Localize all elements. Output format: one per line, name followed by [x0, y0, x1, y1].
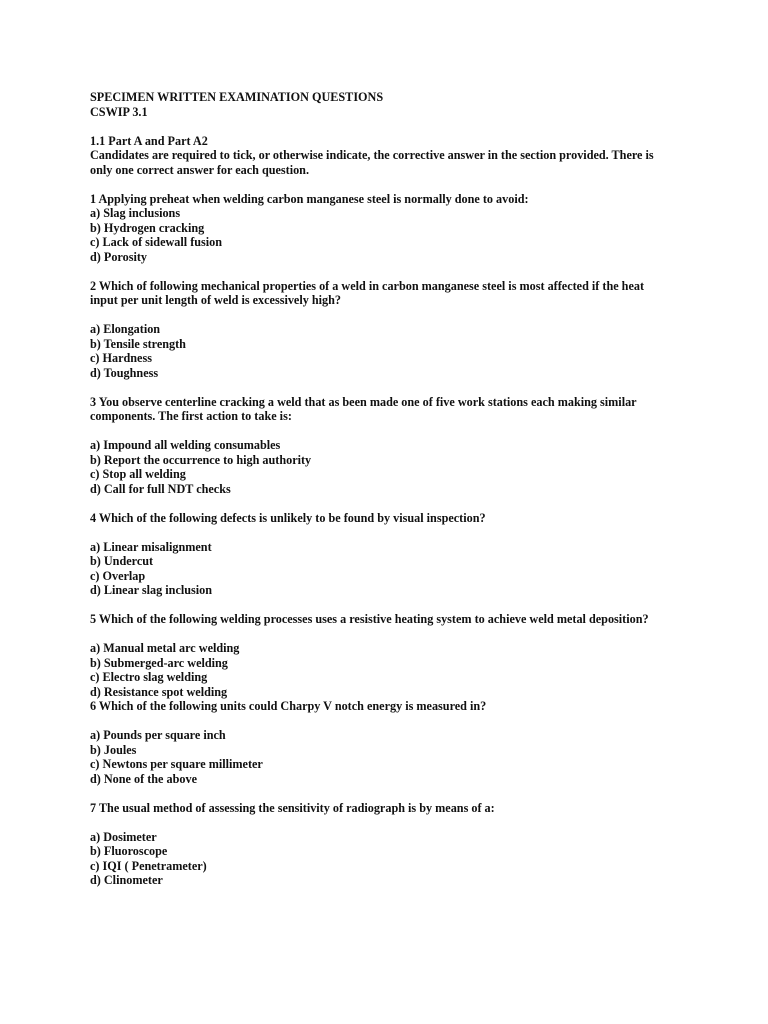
spacer: [90, 264, 690, 279]
spacer: [90, 177, 690, 192]
question-5: [90, 612, 690, 699]
answer-option[interactable]: d) Porosity: [90, 249, 147, 264]
answer-option[interactable]: a) Elongation: [90, 322, 161, 336]
question-3: [90, 395, 690, 497]
answer-options: [90, 728, 690, 786]
answer-option[interactable]: d) None of the above: [90, 771, 197, 786]
question-text: 3 You observe centerline cracking a weld that as been made one of five work stations each making similar: [90, 394, 637, 409]
spacer: [90, 786, 690, 801]
answer-option[interactable]: c) Electro slag welding: [90, 670, 208, 684]
answer-option[interactable]: b) Report the occurrence to high authority: [90, 452, 312, 467]
question-1: [90, 192, 690, 265]
question-text: 1 Applying preheat when welding carbon manganese steel is normally done to avoid:: [90, 191, 529, 206]
spacer: [90, 424, 690, 439]
answer-options: [90, 206, 690, 264]
spacer: [90, 714, 690, 729]
answer-option[interactable]: d) Clinometer: [90, 873, 163, 887]
answer-options: [90, 641, 690, 699]
answer-option[interactable]: d) Call for full NDT checks: [90, 481, 231, 496]
exam-document: [90, 90, 690, 888]
answer-options: [90, 540, 690, 598]
answer-options: [90, 830, 690, 888]
spacer: [90, 525, 690, 540]
spacer: [90, 119, 690, 134]
question-2: [90, 279, 690, 381]
answer-option[interactable]: c) Stop all welding: [90, 467, 186, 481]
spacer: [90, 308, 690, 323]
question-text: input per unit length of weld is excessively high?: [90, 293, 341, 307]
spacer: [90, 627, 690, 642]
answer-option[interactable]: a) Manual metal arc welding: [90, 641, 240, 655]
question-text: components. The first action to take is:: [90, 409, 292, 423]
answer-options: [90, 438, 690, 496]
answer-option[interactable]: a) Linear misalignment: [90, 539, 212, 554]
answer-option[interactable]: d) Toughness: [90, 365, 159, 380]
question-6: [90, 699, 690, 786]
answer-option[interactable]: c) Newtons per square millimeter: [90, 757, 263, 771]
answer-option[interactable]: b) Submerged-arc welding: [90, 655, 228, 670]
spacer: [90, 598, 690, 613]
question-text: 7 The usual method of assessing the sensitivity of radiograph is by means of a:: [90, 800, 495, 815]
answer-option[interactable]: c) Overlap: [90, 568, 146, 583]
answer-option[interactable]: d) Linear slag inclusion: [90, 583, 213, 597]
document-subtitle: CSWIP 3.1: [90, 104, 148, 119]
answer-option[interactable]: a) Pounds per square inch: [90, 728, 226, 742]
answer-option[interactable]: c) IQI ( Penetrameter): [90, 858, 207, 873]
answer-option[interactable]: b) Joules: [90, 742, 137, 757]
answer-option[interactable]: a) Slag inclusions: [90, 206, 181, 220]
question-text: 6 Which of the following units could Charpy V notch energy is measured in?: [90, 699, 487, 713]
answer-option[interactable]: a) Impound all welding consumables: [90, 438, 281, 452]
answer-option[interactable]: b) Undercut: [90, 554, 154, 568]
spacer: [90, 496, 690, 511]
question-7: [90, 801, 690, 888]
answer-option[interactable]: d) Resistance spot welding: [90, 684, 228, 699]
question-4: [90, 511, 690, 598]
section-heading: 1.1 Part A and Part A2: [90, 133, 208, 148]
spacer: [90, 380, 690, 395]
instructions-text: Candidates are required to tick, or otherwise indicate, the corrective answer in the section provided. There is: [90, 148, 654, 162]
answer-option[interactable]: a) Dosimeter: [90, 829, 157, 844]
question-text: 4 Which of the following defects is unlikely to be found by visual inspection?: [90, 510, 486, 525]
question-text: 5 Which of the following welding processes uses a resistive heating system to achieve weld metal deposition?: [90, 612, 649, 626]
question-text: 2 Which of following mechanical properties of a weld in carbon manganese steel is most affected if the heat: [90, 278, 645, 293]
answer-option[interactable]: b) Tensile strength: [90, 336, 186, 351]
answer-option[interactable]: c) Hardness: [90, 351, 152, 365]
instructions-text: only one correct answer for each question.: [90, 162, 310, 177]
answer-option[interactable]: c) Lack of sidewall fusion: [90, 235, 223, 249]
spacer: [90, 815, 690, 830]
answer-option[interactable]: b) Hydrogen cracking: [90, 220, 205, 235]
answer-option[interactable]: b) Fluoroscope: [90, 844, 168, 858]
answer-options: [90, 322, 690, 380]
document-title: SPECIMEN WRITTEN EXAMINATION QUESTIONS: [90, 90, 384, 104]
